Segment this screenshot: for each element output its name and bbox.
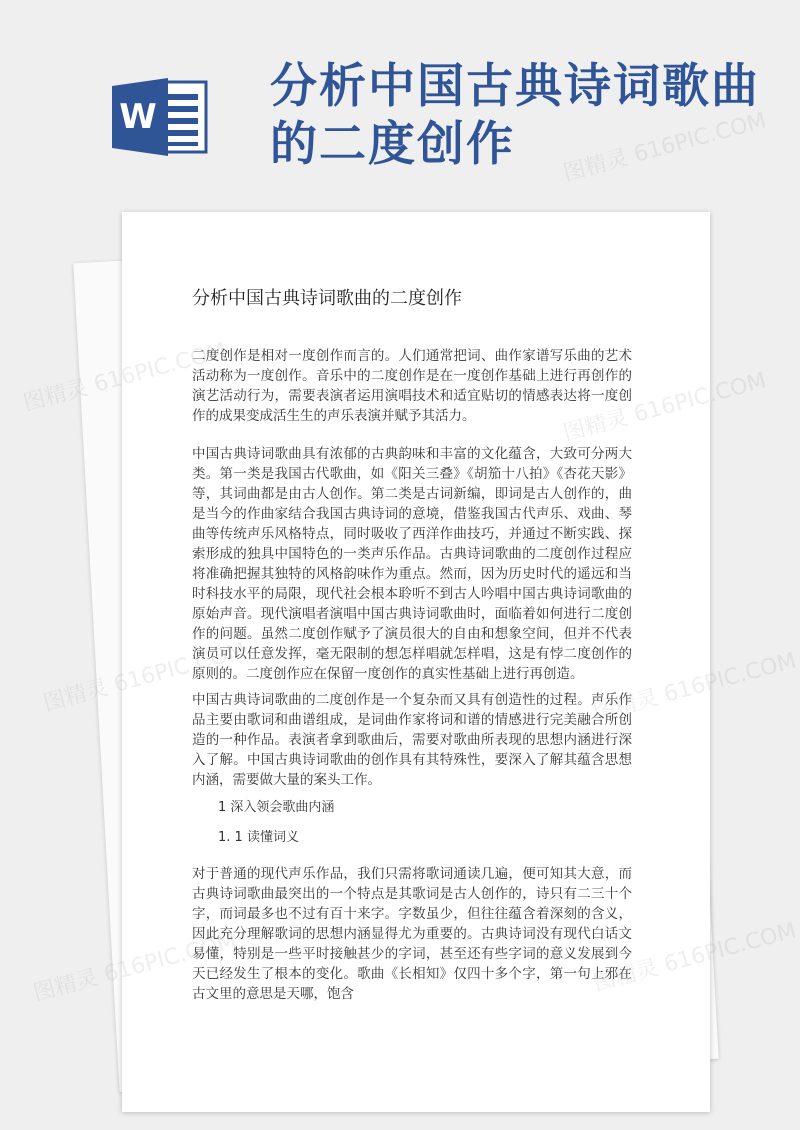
banner bbox=[0, 0, 800, 200]
watermark: 图精灵 bbox=[30, 965, 102, 1007]
section-heading-1: 1 深入领会歌曲内涵 bbox=[218, 800, 335, 815]
document-page bbox=[122, 212, 710, 1112]
section-heading-1-1: 1. 1 读懂词义 bbox=[218, 830, 299, 845]
word-document-icon bbox=[112, 74, 214, 158]
paragraph-3: 中国古典诗词歌曲的二度创作是一个复杂而又具有创造性的过程。声乐作品主要由歌词和曲谱组成，是词曲作家将词和谱的情感进行完美融合所创造的一种作品。表演者拿到歌曲后，需要对歌曲所表现的思想内涵进行深入了解。中国古典诗词歌曲的创作具有其特殊性，要深入了解其蕴含思想内涵，需要做大量的案头工作。 bbox=[192, 692, 632, 788]
word-icon-letter: W bbox=[119, 97, 157, 137]
watermark: 616PIC.COM bbox=[661, 648, 799, 708]
document-title: 分析中国古典诗词歌曲的二度创作 bbox=[192, 288, 462, 309]
watermark: 图精灵 bbox=[20, 375, 92, 417]
watermark: 图精灵 bbox=[40, 675, 112, 717]
paragraph-2: 中国古典诗词歌曲具有浓郁的古典韵味和丰富的文化蕴含，大致可分两大类。第一类是我国古代歌曲，如《阳关三叠》《胡笳十八拍》《杏花天影》等，其词曲都是由古人创作。第二类是古词新编，即词是古人创作的，曲是当今的作曲家结合我国古典诗词的意境，借鉴我国古代声乐、戏曲、琴曲等传统声乐风格特点，同时吸收了西洋作曲技巧，并通过不断实践、探索形成的独具中国特色的一类声乐作品。古典诗词歌曲的二度创作过程应将准确把握其独特的风格韵味作为重点。然而，因为历史时代的遥远和当时科技水平的局限，现代社会根本聆听不到古人吟唱中国古典诗词歌曲的原始声音。现代演唱者演唱中国古典诗词歌曲时，面临着如何进行二度创作的问题。虽然二度创作赋予了演员很大的自由和想象空间，但并不代表演员可以任意发挥，毫无限制的想怎样唱就怎样唱，这是有悖二度创作的原则的。二度创作应在保留一度创作的真实性基础上进行再创造。 bbox=[192, 446, 632, 682]
paragraph-4: 对于普通的现代声乐作品，我们只需将歌词通读几遍，便可知其大意，而古典诗词歌曲最突出的一个特点是其歌词是古人创作的，诗只有二三十个字，而词最多也不过有百十来字。字数虽少，但往往蕴含着深刻的含义，因此充分理解歌词的思想内涵显得尤为重要的。古典诗词没有现代白话文易懂，特别是一些平时接触甚少的字词，甚至还有些字词的意义发展到今天已经发生了根本的变化。歌曲《长相知》仅四十多个字，第一句上邪在古文里的意思是天哪，饱含 bbox=[192, 866, 632, 1002]
paragraph-1: 二度创作是相对一度创作而言的。人们通常把词、曲作家谱写乐曲的艺术活动称为一度创作。音乐中的二度创作是在一度创作基础上进行再创作的演艺活动行为，需要表演者运用演唱技术和适宜贴切的情感表达将一度创作的成果变成活生生的声乐表演并赋予其活力。 bbox=[192, 348, 632, 424]
watermark: 图精灵 616PIC.COM bbox=[560, 108, 769, 187]
watermark: 616PIC.COM bbox=[661, 918, 799, 978]
banner-title: 分析中国古典诗词歌曲的二度创作 bbox=[270, 59, 760, 172]
